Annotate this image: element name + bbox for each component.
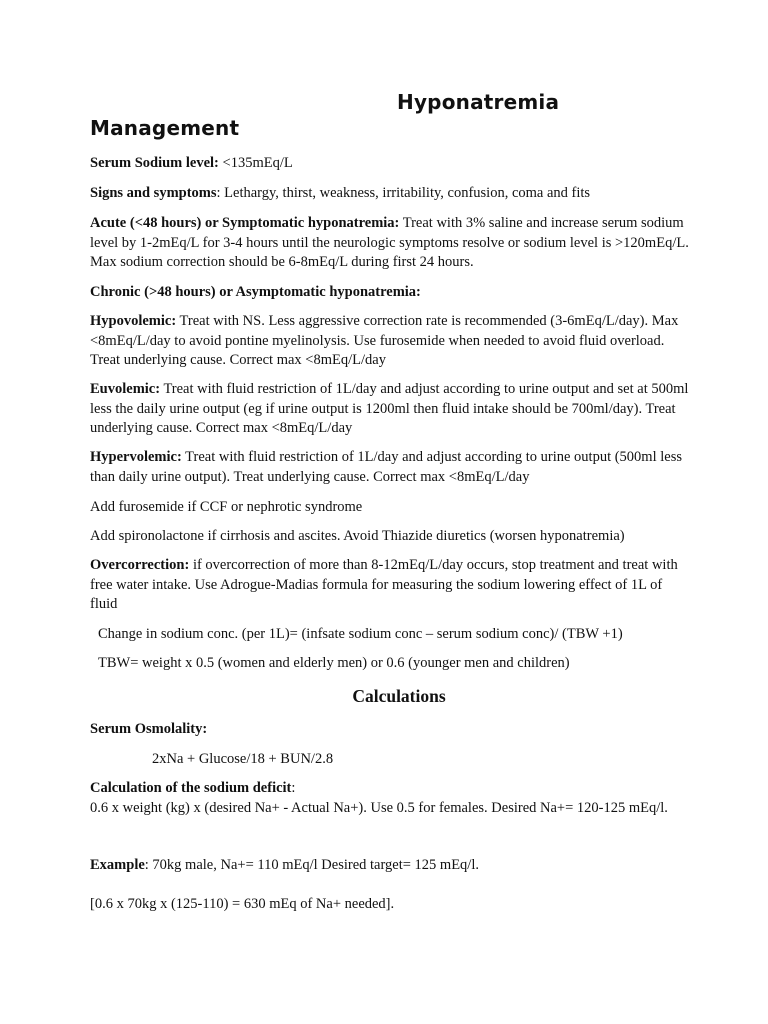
overcorrection-text: if overcorrection of more than 8-12mEq/L/day occurs, stop treatment and treat with free water intake. Use Adrogue-Madias formula for measuring the sodium lowering effect of 1L of fluid [90, 557, 678, 613]
euvolemic-label: Euvolemic: [90, 381, 161, 397]
osmolality-formula: 2xNa + Glucose/18 + BUN/2.8 [152, 751, 334, 767]
hypervolemic-label: Hypervolemic: [90, 449, 182, 465]
overcorrection-paragraph [90, 556, 690, 615]
acute-label: Acute (<48 hours) or Symptomatic hyponatremia: [90, 215, 400, 231]
deficit-paragraph [90, 779, 690, 818]
osmolality-label: Serum Osmolality: [90, 721, 208, 737]
serum-sodium-label: Serum Sodium level: [90, 155, 219, 171]
acute-text: Treat with 3% saline and increase serum sodium level by 1-2mEq/L for 3-4 hours until the neurologic symptoms resolve or sodium level is >120mEq/L. Max sodium correction should be 6-8mEq/L during first 24 hours. [90, 215, 689, 271]
chronic-paragraph [90, 283, 690, 303]
hypovolemic-paragraph [90, 312, 690, 371]
euvolemic-paragraph [90, 380, 690, 439]
signs-text: : Lethargy, thirst, weakness, irritability, confusion, coma and fits [216, 185, 591, 201]
osmolality-paragraph [90, 720, 690, 740]
signs-label: Signs and symptoms [90, 185, 217, 201]
serum-sodium-text: <135mEq/L [218, 155, 293, 171]
chronic-label: Chronic (>48 hours) or Asymptomatic hyponatremia: [90, 284, 421, 300]
tbw-formula: TBW= weight x 0.5 (women and elderly men) or 0.6 (younger men and children) [98, 655, 570, 671]
furosemide-note: Add furosemide if CCF or nephrotic syndrome [90, 499, 363, 515]
deficit-label: Calculation of the sodium deficit [90, 780, 292, 796]
acute-paragraph [90, 214, 690, 273]
spironolactone-note: Add spironolactone if cirrhosis and ascites. Avoid Thiazide diuretics (worsen hyponatremia) [90, 528, 625, 544]
example-calculation: [0.6 x 70kg x (125-110) = 630 mEq of Na+ needed]. [90, 896, 395, 912]
deficit-text: 0.6 x weight (kg) x (desired Na+ - Actual Na+). Use 0.5 for females. Desired Na+= 120-125 mEq/l. [90, 799, 668, 816]
hypovolemic-text: Treat with NS. Less aggressive correction rate is recommended (3-6mEq/L/day). Max <8mEq/L/day to avoid pontine myelinolysis. Use furosemide when needed to avoid fluid overload. Treat underlying cause. Correct max <8mEq/L/day [90, 313, 679, 369]
signs-paragraph [90, 184, 690, 204]
change-formula: Change in sodium conc. (per 1L)= (infsate sodium conc – serum sodium conc)/ (TBW +1) [98, 626, 623, 642]
hypervolemic-text: Treat with fluid restriction of 1L/day and adjust according to urine output (500ml less than daily urine output). Treat underlying cause. Correct max <8mEq/L/day [90, 449, 682, 485]
page-title-line1: Hyponatremia [397, 90, 560, 114]
deficit-colon: : [291, 780, 296, 796]
overcorrection-label: Overcorrection: [90, 557, 190, 573]
hypovolemic-label: Hypovolemic: [90, 313, 177, 329]
euvolemic-text: Treat with fluid restriction of 1L/day and adjust according to urine output and set at 500ml less the daily urine output (eg if urine output is 1200ml then fluid intake should be 700ml/day). Treat underlying cause. Correct max <8mEq/L/day [90, 381, 689, 437]
serum-sodium-paragraph [90, 154, 690, 174]
example-paragraph [90, 856, 690, 876]
calculations-heading: Calculations [352, 686, 446, 706]
example-text: : 70kg male, Na+= 110 mEq/l Desired target= 125 mEq/l. [144, 857, 479, 873]
page-title-line2: Management [90, 116, 240, 140]
example-label: Example [90, 857, 145, 873]
hypervolemic-paragraph [90, 448, 690, 487]
